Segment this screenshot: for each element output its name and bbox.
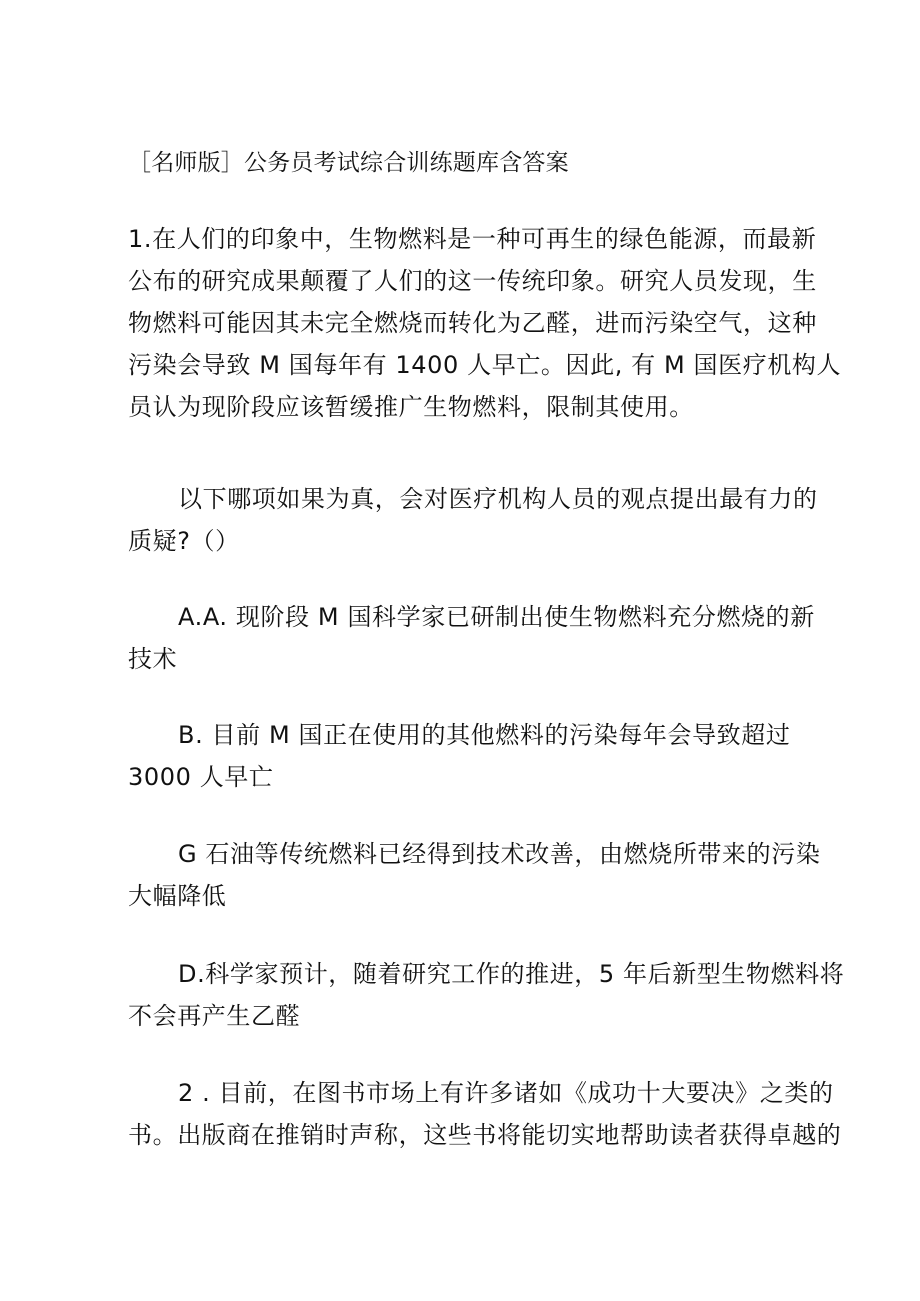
- prompt-line: 以下哪项如果为真，会对医疗机构人员的观点提出最有力的: [178, 485, 818, 513]
- question-1-prompt: [128, 478, 818, 562]
- stem-line: 书。出版商在推销时声称，这些书将能切实地帮助读者获得卓越的: [128, 1121, 842, 1149]
- option-a-line: 技术: [128, 645, 178, 673]
- stem-line: 污染会导致 M 国每年有 1400 人早亡。因此, 有 M 国医疗机构人: [128, 351, 842, 379]
- stem-line: 1.在人们的印象中，生物燃料是一种可再生的绿色能源，而最新: [128, 225, 817, 253]
- stem-line: 2 . 目前，在图书市场上有许多诸如《成功十大要决》之类的: [178, 1079, 834, 1107]
- option-a-line: A.A. 现阶段 M 国科学家已研制出使生物燃料充分燃烧的新: [178, 603, 815, 631]
- option-b: [128, 714, 798, 798]
- question-1-stem: [128, 218, 842, 428]
- option-d: [128, 953, 845, 1037]
- stem-line: 物燃料可能因其未完全燃烧而转化为乙醛，进而污染空气，这种: [128, 309, 817, 337]
- option-d-line: D.科学家预计，随着研究工作的推进，5 年后新型生物燃料将: [178, 960, 845, 988]
- stem-line: 员认为现阶段应该暂缓推广生物燃料，限制其使用。: [128, 393, 694, 421]
- option-b-line: B. 目前 M 国正在使用的其他燃料的污染每年会导致超过: [178, 721, 791, 749]
- option-c: [128, 833, 821, 917]
- option-d-line: 不会再产生乙醛: [128, 1002, 301, 1030]
- document-title: ［名师版］公务员考试综合训练题库含答案: [128, 150, 569, 176]
- option-a: [128, 596, 815, 680]
- option-b-line: 3000 人早亡: [128, 763, 274, 791]
- option-c-line: 大幅降低: [128, 882, 227, 910]
- question-2-stem: [128, 1072, 842, 1156]
- stem-line: 公布的研究成果颠覆了人们的这一传统印象。研究人员发现，生: [128, 267, 817, 295]
- prompt-line: 质疑?（）: [128, 527, 240, 555]
- option-c-line: G 石油等传统燃料已经得到技术改善，由燃烧所带来的污染: [178, 840, 821, 868]
